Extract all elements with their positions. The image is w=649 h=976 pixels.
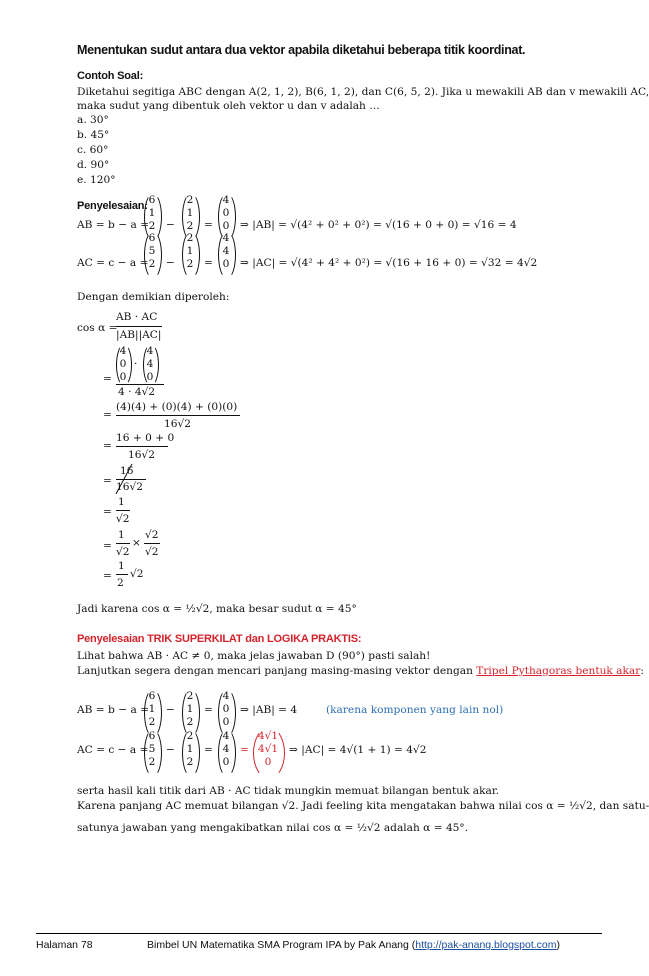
eq: = — [103, 373, 112, 385]
s2-denominator: 4 · 4√2 — [118, 386, 156, 398]
conclusion: Jadi karena cos α = ½√2, maka besar sudut α = 45° — [77, 603, 357, 615]
option-e: e. 120° — [77, 174, 116, 186]
times-sign: × — [132, 537, 141, 549]
example-heading: Contoh Soal: — [77, 70, 144, 82]
vector-b: 6 1 2 — [148, 690, 156, 728]
vector-b: 6 1 2 — [148, 194, 156, 232]
trick-end-1: serta hasil kali titik dari AB · AC tidak mungkin memuat bilangan bentuk akar. — [77, 785, 500, 797]
footer-link[interactable]: http://pak-anang.blogspot.com — [415, 939, 557, 951]
option-b: b. 45° — [77, 129, 110, 141]
fraction-bar — [116, 510, 130, 511]
minus-sign: − — [166, 219, 175, 231]
s6-numerator: 1 — [118, 496, 125, 508]
eq: = — [103, 440, 112, 452]
option-d: d. 90° — [77, 159, 110, 171]
eq: = — [103, 540, 112, 552]
trick-line-1: Lihat bahwa AB · AC ≠ 0, maka jelas jawaban D (90°) pasti salah! — [77, 650, 431, 662]
derived-label: Dengan demikian diperoleh: — [77, 291, 230, 303]
vector-ac-root-form: 4√1 4√1 0 — [257, 730, 279, 768]
red-equals-sign: = — [240, 744, 249, 756]
footer-page-number: Halaman 78 — [36, 939, 93, 951]
vector-ac: 4 4 0 — [222, 730, 230, 768]
s7-denominator-a: √2 — [116, 546, 130, 558]
footer-rule — [36, 933, 602, 934]
cos-lhs: cos α = — [77, 322, 118, 334]
vector-a: 2 1 2 — [186, 730, 194, 768]
problem-line-1: Diketahui segitiga ABC dengan A(2, 1, 2), B(6, 1, 2), dan C(6, 5, 2). Jika u mewakili AB dan v mewakili AC, — [77, 86, 649, 98]
minus-sign: − — [166, 257, 175, 269]
s5-numerator: 16 — [120, 465, 134, 477]
minus-sign: − — [166, 704, 175, 716]
page-title: Menentukan sudut antara dua vektor apabila diketahui beberapa titik koordinat. — [77, 43, 526, 57]
trick-end-3: satunya jawaban yang mengakibatkan nilai cos α = ½√2 adalah α = 45°. — [77, 822, 469, 834]
s4-numerator: 16 + 0 + 0 — [116, 432, 175, 444]
ab-magnitude: ⇒ |AB| = √(4² + 0² + 0²) = √(16 + 0 + 0) = √16 = 4 — [240, 219, 517, 231]
pythagoras-link[interactable]: Tripel Pythagoras bentuk akar — [476, 665, 641, 677]
s8-tail: √2 — [130, 568, 144, 580]
problem-line-2: maka sudut yang dibentuk oleh vektor u dan v adalah … — [77, 100, 380, 112]
vector-ac: 4 4 0 — [222, 232, 230, 270]
s6-denominator: √2 — [116, 513, 130, 525]
ac-magnitude: ⇒ |AC| = √(4² + 4² + 0²) = √(16 + 16 + 0) = √32 = 4√2 — [240, 257, 538, 269]
fraction-bar — [116, 384, 164, 385]
vector-c: 6 5 2 — [148, 730, 156, 768]
vector-a: 2 1 2 — [186, 690, 194, 728]
eq: = — [103, 570, 112, 582]
s1-numerator: AB · AC — [116, 311, 158, 323]
trick-line-2: Lanjutkan segera dengan mencari panjang masing-masing vektor dengan Tripel Pythagoras bentuk akar: — [77, 665, 644, 677]
trick-ab-note: (karena komponen yang lain nol) — [326, 704, 504, 716]
fraction-bar — [116, 415, 240, 416]
cancel-strike-icon — [112, 462, 136, 496]
equals-sign: = — [204, 704, 213, 716]
s3-denominator: 16√2 — [164, 418, 191, 430]
vector-a: 2 1 2 — [186, 194, 194, 232]
s5-denominator: 16√2 — [116, 481, 143, 493]
s4-denominator: 16√2 — [128, 449, 155, 461]
vector-ab: 4 0 0 — [119, 345, 127, 383]
trick-ac-lhs: AC = c − a = — [77, 744, 149, 756]
eq: = — [103, 409, 112, 421]
footer-credit: Bimbel UN Matematika SMA Program IPA by Pak Anang (http://pak-anang.blogspot.com) — [147, 939, 561, 951]
fraction-bar — [116, 446, 168, 447]
eq: = — [103, 475, 112, 487]
option-c: c. 60° — [77, 144, 109, 156]
eq: = — [103, 506, 112, 518]
fraction-bar — [116, 543, 130, 544]
s7-denominator-b: √2 — [145, 546, 159, 558]
vector-c: 6 5 2 — [148, 232, 156, 270]
fraction-bar — [144, 543, 160, 544]
ac-lhs: AC = c − a = — [77, 257, 149, 269]
vector-a: 2 1 2 — [186, 232, 194, 270]
trick-ac-magnitude: ⇒ |AC| = 4√(1 + 1) = 4√2 — [289, 744, 427, 756]
s7-numerator-b: √2 — [145, 529, 159, 541]
s8-numerator: 1 — [118, 560, 125, 572]
s7-numerator-a: 1 — [118, 529, 125, 541]
dot-sign: · — [134, 358, 138, 370]
s8-denominator: 2 — [117, 577, 124, 589]
trick-ab-magnitude: ⇒ |AB| = 4 — [240, 704, 298, 716]
option-a: a. 30° — [77, 114, 109, 126]
s3-numerator: (4)(4) + (0)(4) + (0)(0) — [116, 401, 238, 413]
ab-lhs: AB = b − a = — [77, 219, 149, 231]
vector-ab: 4 0 0 — [222, 690, 230, 728]
vector-ab: 4 0 0 — [222, 194, 230, 232]
fraction-bar — [116, 326, 162, 327]
solution-heading: Penyelesaian: — [77, 200, 148, 212]
trick-end-2: Karena panjang AC memuat bilangan √2. Jadi feeling kita mengatakan bahwa nilai cos α = ½√2, dan satu- — [77, 800, 649, 812]
equals-sign: = — [204, 219, 213, 231]
s1-denominator: |AB||AC| — [116, 329, 162, 341]
trick-ab-lhs: AB = b − a = — [77, 704, 149, 716]
trick-heading: Penyelesaian TRIK SUPERKILAT dan LOGIKA PRAKTIS: — [77, 633, 362, 645]
vector-ac: 4 4 0 — [146, 345, 154, 383]
equals-sign: = — [204, 257, 213, 269]
equals-sign: = — [204, 744, 213, 756]
fraction-bar — [116, 574, 128, 575]
minus-sign: − — [166, 744, 175, 756]
